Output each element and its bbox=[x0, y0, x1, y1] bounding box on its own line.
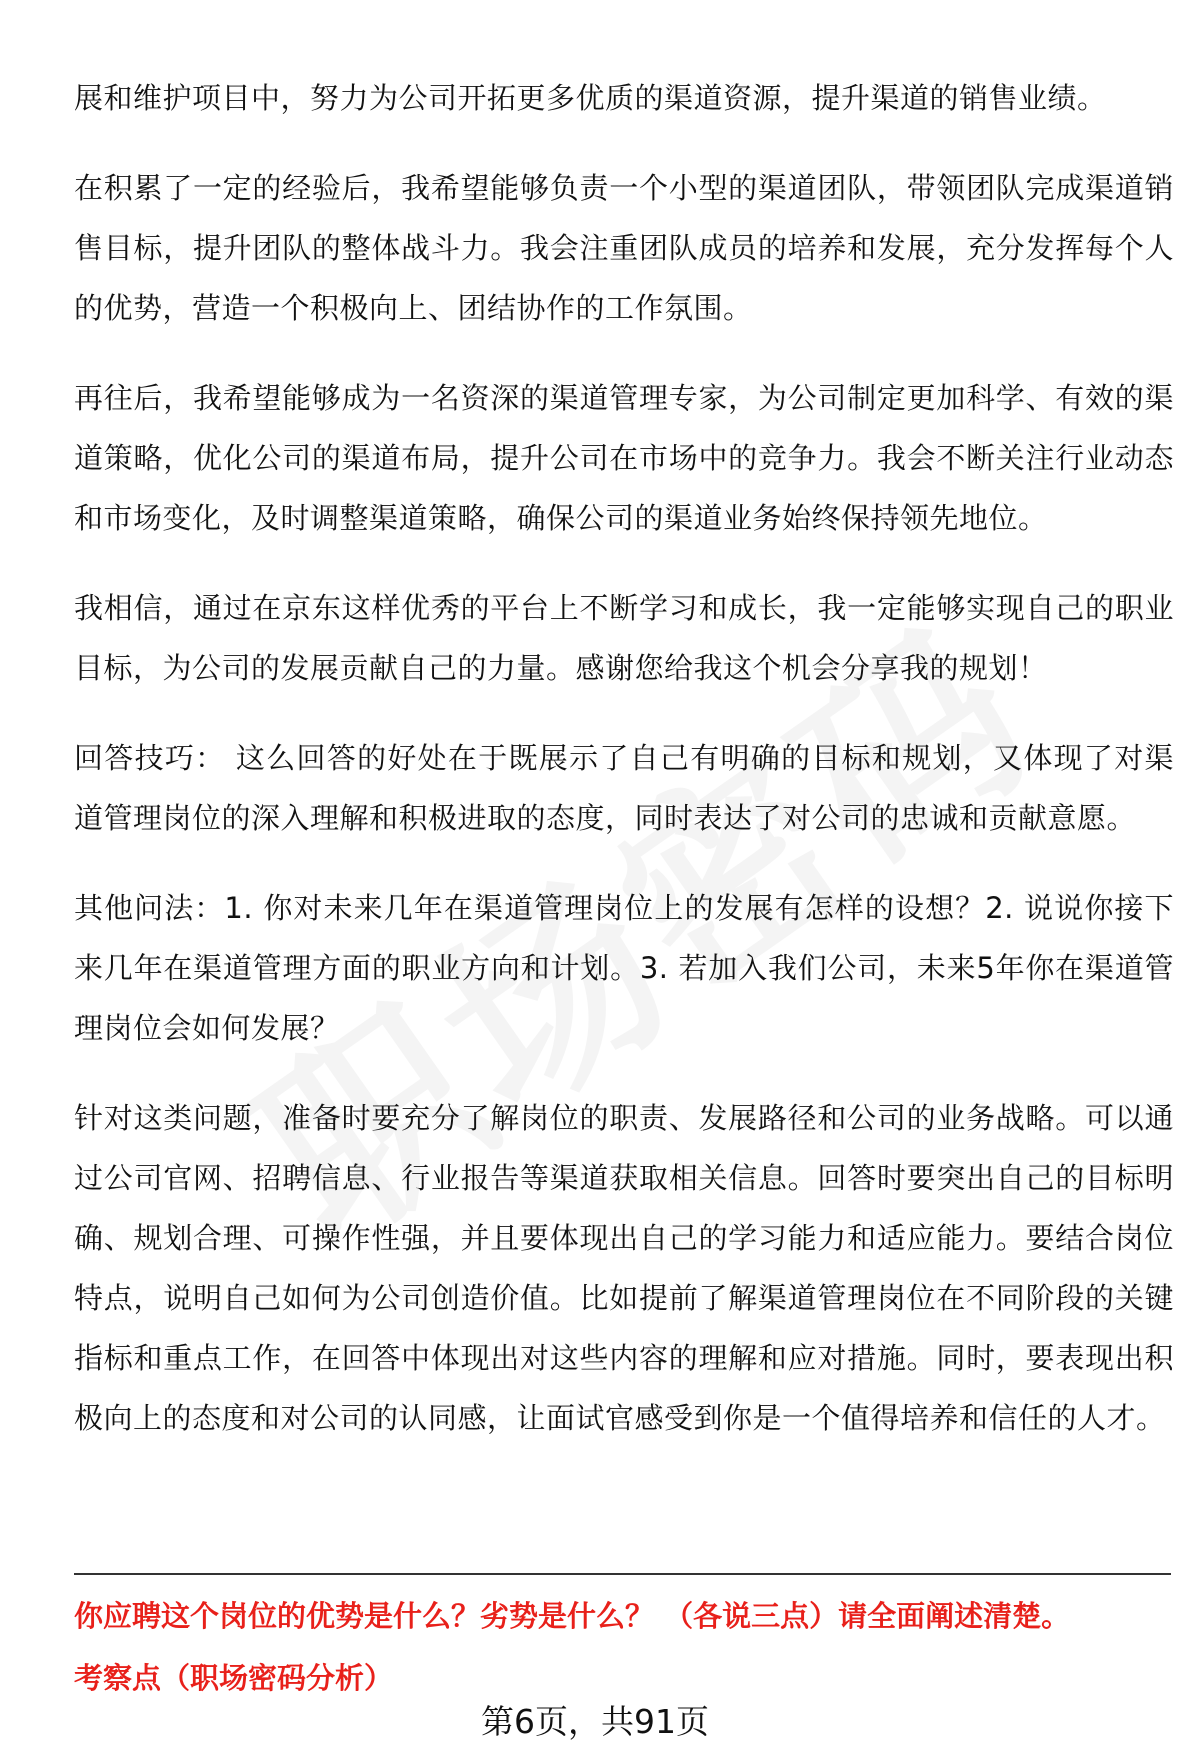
paragraph-2: 在积累了一定的经验后，我希望能够负责一个小型的渠道团队，带领团队完成渠道销售目标，提升团队的整体战斗力。我会注重团队成员的培养和发展，充分发挥每个人的优势，营造一个积极向上、团结协作的工作氛围。 bbox=[74, 171, 1174, 325]
body-content bbox=[74, 68, 1174, 1478]
paragraph-preparation-advice: 针对这类问题，准备时要充分了解岗位的职责、发展路径和公司的业务战略。可以通过公司官网、招聘信息、行业报告等渠道获取相关信息。回答时要突出自己的目标明确、规划合理、可操作性强，并且要体现出自己的学习能力和适应能力。要结合岗位特点，说明自己如何为公司创造价值。比如提前了解渠道管理岗位在不同阶段的关键指标和重点工作，在回答中体现出对这些内容的理解和应对措施。同时，要表现出积极向上的态度和对公司的认同感，让面试官感受到你是一个值得培养和信任的人才。 bbox=[74, 1101, 1174, 1435]
section-divider bbox=[74, 1573, 1171, 1575]
paragraph-answer-tips: 回答技巧： 这么回答的好处在于既展示了自己有明确的目标和规划，又体现了对渠道管理岗位的深入理解和积极进取的态度，同时表达了对公司的忠诚和贡献意愿。 bbox=[74, 741, 1174, 835]
paragraph-3: 再往后，我希望能够成为一名资深的渠道管理专家，为公司制定更加科学、有效的渠道策略，优化公司的渠道布局，提升公司在市场中的竞争力。我会不断关注行业动态和市场变化，及时调整渠道策略，确保公司的渠道业务始终保持领先地位。 bbox=[74, 381, 1174, 535]
paragraph-1: 展和维护项目中，努力为公司开拓更多优质的渠道资源，提升渠道的销售业绩。 bbox=[74, 81, 1107, 115]
analysis-section-label: 考察点（职场密码分析） bbox=[74, 1661, 394, 1695]
next-question-heading: 你应聘这个岗位的优势是什么？劣势是什么？ （各说三点）请全面阐述清楚。 bbox=[74, 1599, 1071, 1633]
page-number-footer: 第6页，共91页 bbox=[481, 1702, 709, 1741]
paragraph-4: 我相信，通过在京东这样优秀的平台上不断学习和成长，我一定能够实现自己的职业目标，为公司的发展贡献自己的力量。感谢您给我这个机会分享我的规划！ bbox=[74, 591, 1174, 685]
paragraph-other-questions: 其他问法：1. 你对未来几年在渠道管理岗位上的发展有怎样的设想？2. 说说你接下来几年在渠道管理方面的职业方向和计划。3. 若加入我们公司，未来5年你在渠道管理岗位会如何发展？ bbox=[74, 891, 1174, 1045]
